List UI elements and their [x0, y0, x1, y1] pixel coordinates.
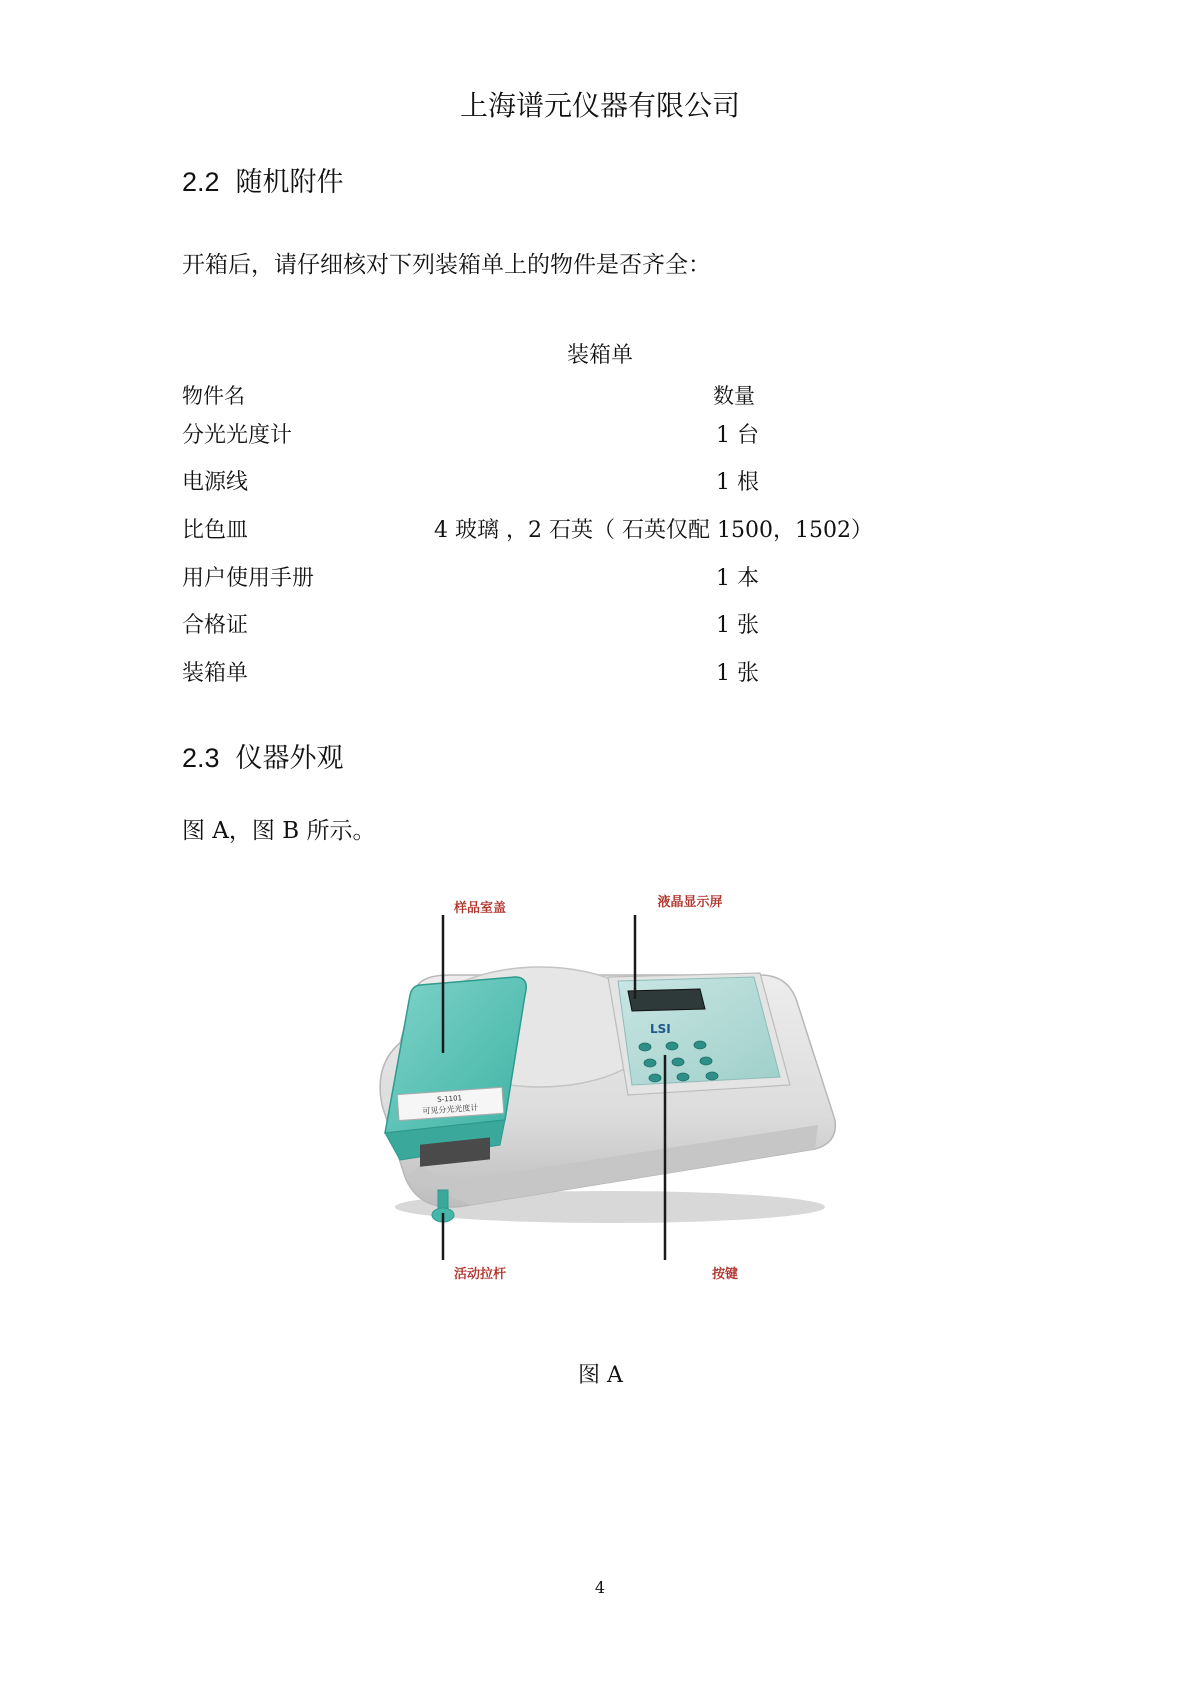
section-number: 2.2 — [182, 167, 220, 197]
key-button — [677, 1073, 689, 1081]
label-lever: 活动拉杆 — [453, 1267, 506, 1282]
table-row-item: 分光光度计 — [182, 423, 293, 448]
spectrophotometer-illustration — [360, 915, 850, 1265]
section-heading-2-3 — [182, 736, 344, 775]
key-button — [649, 1074, 661, 1082]
table-row-item: 合格证 — [182, 613, 249, 638]
key-button — [700, 1057, 712, 1065]
figure-caption: 图 A — [578, 1363, 623, 1388]
device-model-label-line2: 可见分光光度计 — [422, 1103, 479, 1116]
table-row-qty: 4 玻璃 ，2 石英（ 石英仅配 1500，1502） — [434, 518, 873, 543]
section-title: 随机附件 — [235, 167, 344, 198]
label-keys: 按键 — [711, 1267, 738, 1282]
lcd-screen — [628, 989, 705, 1011]
label-lcd-screen: 液晶显示屏 — [657, 895, 723, 910]
table-row-qty: 1 张 — [716, 661, 759, 686]
column-header-qty: 数量 — [713, 384, 755, 408]
table-row-item: 用户使用手册 — [182, 566, 315, 591]
table-row-qty: 1 台 — [716, 423, 759, 448]
company-header: 上海谱元仪器有限公司 — [459, 89, 740, 122]
device-model-label-line1: S-1101 — [437, 1094, 463, 1104]
table-row-item: 电源线 — [182, 470, 249, 495]
section-number: 2.3 — [182, 743, 220, 773]
key-button — [694, 1041, 706, 1049]
page-number: 4 — [594, 1578, 606, 1597]
packing-list-title: 装箱单 — [566, 343, 633, 368]
column-header-item: 物件名 — [182, 384, 245, 408]
table-row-qty: 1 张 — [716, 613, 759, 638]
table-row-item: 比色皿 — [182, 518, 249, 543]
packing-intro-text: 开箱后，请仔细核对下列装箱单上的物件是否齐全： — [182, 252, 711, 278]
section-title: 仪器外观 — [235, 743, 344, 774]
section-heading-2-2 — [182, 160, 344, 199]
key-button — [666, 1042, 678, 1050]
table-row-qty: 1 本 — [716, 566, 759, 591]
key-button — [644, 1059, 656, 1067]
key-button — [672, 1058, 684, 1066]
table-row-item: 装箱单 — [182, 661, 249, 686]
label-sample-cover: 样品室盖 — [453, 901, 506, 916]
table-row-qty: 1 根 — [716, 470, 759, 495]
key-button — [706, 1072, 718, 1080]
key-button — [639, 1043, 651, 1051]
appearance-intro-text: 图 A，图 B 所示。 — [182, 818, 376, 844]
panel-logo: LSI — [650, 1022, 671, 1036]
